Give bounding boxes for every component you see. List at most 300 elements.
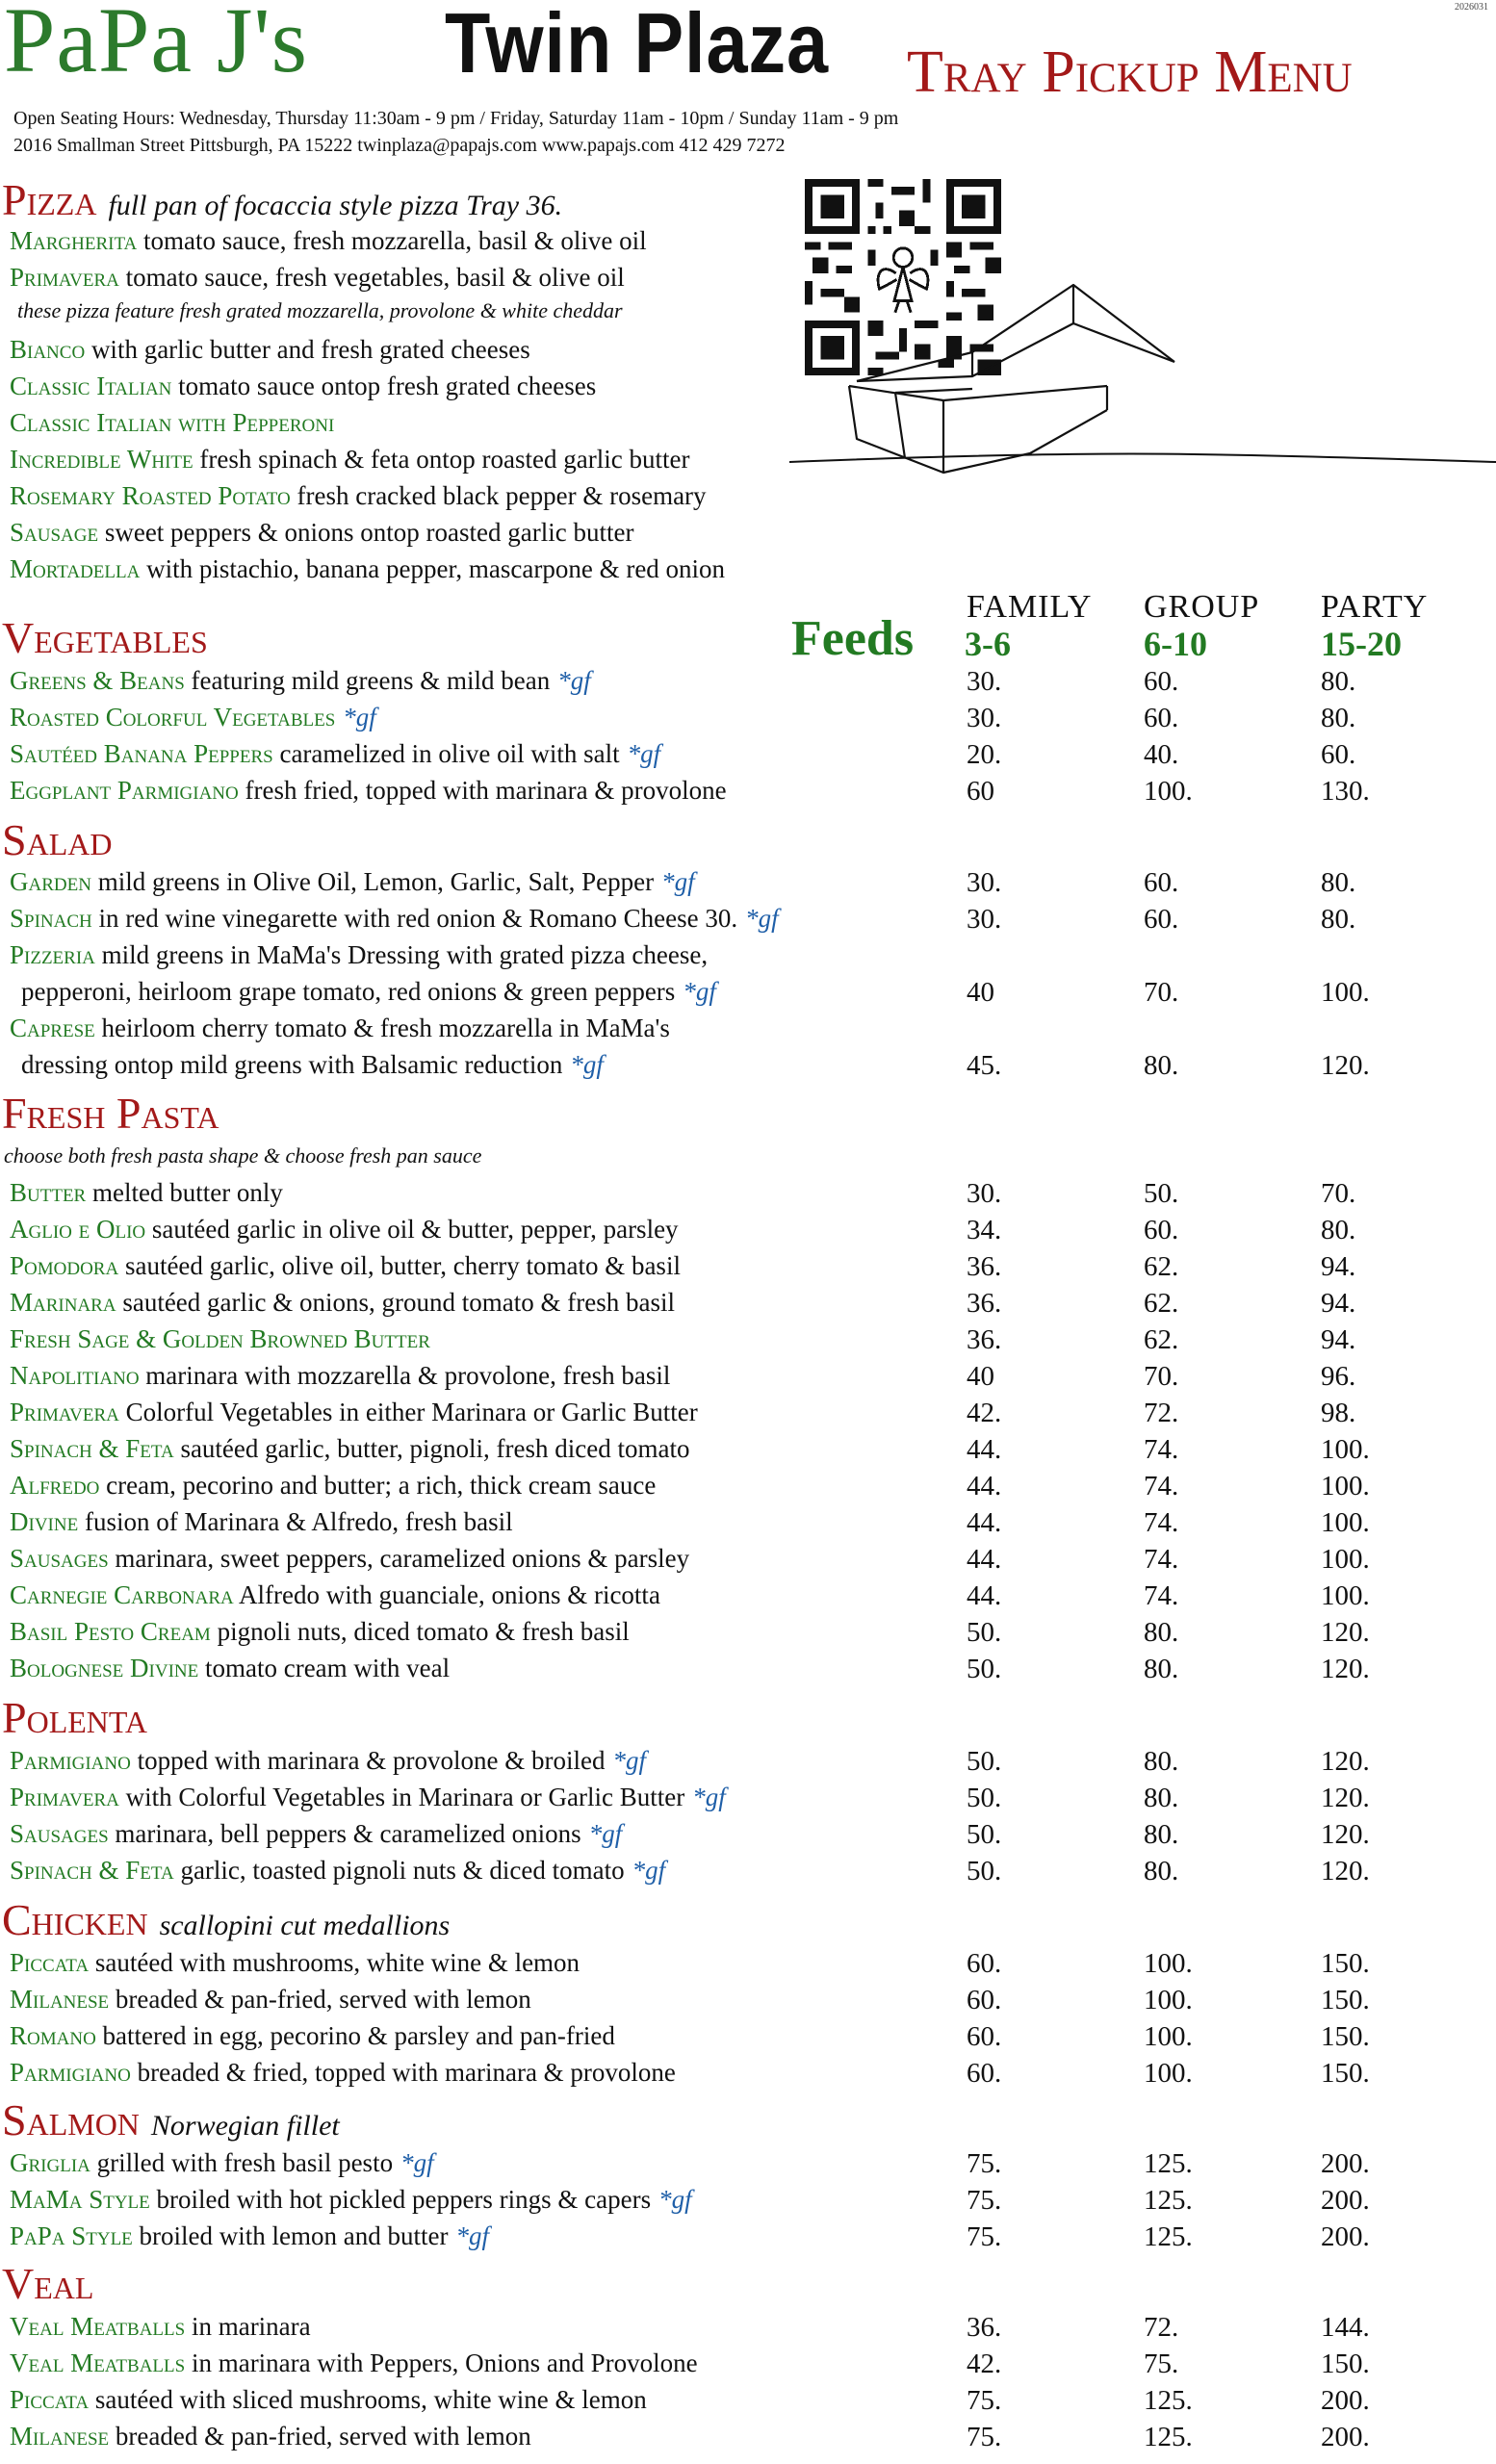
item-name: Spinach & Feta <box>10 1856 174 1885</box>
item-name: Rosemary Roasted Potato <box>10 481 291 510</box>
menu-item[interactable] <box>10 1582 660 1608</box>
brand-name: PaPa J's <box>4 0 309 91</box>
item-desc: tomato sauce, fresh vegetables, basil & olive oil <box>118 263 625 292</box>
tray-box-icon <box>789 218 1496 487</box>
item-desc: in red wine vinegarette with red onion & Romano Cheese 30. <box>91 904 738 933</box>
item-name: Piccata <box>10 2385 90 2414</box>
menu-item[interactable] <box>10 2424 531 2450</box>
item-name: Sausage <box>10 518 99 547</box>
price-party: 80. <box>1321 904 1356 935</box>
price-family: 60. <box>967 2021 1002 2052</box>
item-desc: sautéed with mushrooms, white wine & lemon <box>89 1948 580 1977</box>
menu-item[interactable] <box>10 520 633 546</box>
item-desc: breaded & fried, topped with marinara & provolone <box>130 2058 676 2087</box>
column-head-group: GROUP <box>1144 589 1260 625</box>
item-desc: broiled with hot pickled peppers rings & capers <box>149 2185 652 2214</box>
section-title-text: Pizza <box>2 175 97 224</box>
price-party: 120. <box>1321 1819 1370 1850</box>
gluten-free-marker: *gf <box>683 977 716 1006</box>
menu-item[interactable] <box>10 1821 622 1847</box>
gluten-free-marker: *gf <box>570 1050 604 1079</box>
column-head-party: PARTY <box>1321 589 1429 625</box>
price-group: 80. <box>1144 1819 1179 1850</box>
item-desc: in marinara <box>185 2312 311 2341</box>
price-group: 72. <box>1144 2312 1179 2343</box>
price-group: 80. <box>1144 1783 1179 1813</box>
price-party: 94. <box>1321 1251 1356 1282</box>
column-range-party: 15-20 <box>1321 625 1402 663</box>
item-desc: sweet peppers & onions ontop roasted garlic butter <box>98 518 634 547</box>
menu-item[interactable] <box>10 2223 489 2249</box>
item-desc: sautéed garlic in olive oil & butter, pepper, parsley <box>145 1215 679 1244</box>
item-desc: breaded & pan-fried, served with lemon <box>109 1985 531 2014</box>
item-desc: garlic, toasted pignoli nuts & diced tomato <box>173 1856 625 1885</box>
section-title-text: Fresh Pasta <box>2 1089 219 1138</box>
price-group: 74. <box>1144 1434 1179 1465</box>
menu-item[interactable] <box>10 942 708 968</box>
price-group: 50. <box>1144 1178 1179 1209</box>
price-party: 120. <box>1321 1746 1370 1777</box>
price-group: 40. <box>1144 739 1179 770</box>
column-range-family: 3-6 <box>965 625 1011 663</box>
item-desc: sautéed garlic, butter, pignoli, fresh diced tomato <box>173 1434 690 1463</box>
price-party: 100. <box>1321 1507 1370 1538</box>
menu-item[interactable] <box>10 1217 679 1243</box>
menu-item[interactable] <box>10 741 660 767</box>
menu-item[interactable] <box>10 447 689 473</box>
price-family: 44. <box>967 1434 1002 1465</box>
item-desc: Alfredo with guanciale, onions & ricotta <box>233 1580 660 1609</box>
price-group: 74. <box>1144 1507 1179 1538</box>
item-desc: breaded & pan-fried, served with lemon <box>109 2422 531 2451</box>
column-head-family: FAMILY <box>967 589 1093 625</box>
item-name: Greens & Beans <box>10 666 185 695</box>
menu-item[interactable] <box>10 2187 692 2213</box>
item-name: Spinach <box>10 904 92 933</box>
menu-item[interactable] <box>10 1015 670 1041</box>
column-range-group: 6-10 <box>1144 625 1207 663</box>
item-name: Mortadella <box>10 554 141 583</box>
menu-item[interactable] <box>10 228 647 254</box>
item-desc: Colorful Vegetables in either Marinara or Garlic Butter <box>118 1398 698 1426</box>
price-group: 80. <box>1144 1654 1179 1684</box>
price-party: 144. <box>1321 2312 1370 2343</box>
section-title-salad <box>2 815 113 864</box>
menu-item[interactable] <box>10 1290 675 1316</box>
menu-item-continued <box>21 979 716 1005</box>
price-party: 98. <box>1321 1398 1356 1428</box>
price-group: 62. <box>1144 1324 1179 1355</box>
item-name: Parmigiano <box>10 1746 131 1775</box>
price-party: 200. <box>1321 2148 1370 2179</box>
menu-item[interactable] <box>10 705 376 731</box>
item-name: Bolognese Divine <box>10 1654 199 1682</box>
menu-item[interactable] <box>10 265 625 291</box>
section-note: scallopini cut medallions <box>159 1910 451 1941</box>
price-group: 80. <box>1144 1617 1179 1648</box>
price-family: 40 <box>967 977 994 1008</box>
section-title-text: Polenta <box>2 1693 147 1742</box>
item-name: Fresh Sage & Golden Browned Butter <box>10 1324 430 1353</box>
menu-item[interactable] <box>10 869 695 895</box>
item-name: Carnegie Carbonara <box>10 1580 234 1609</box>
item-name: Griglia <box>10 2148 90 2177</box>
menu-item[interactable] <box>10 2150 434 2176</box>
item-desc: fresh cracked black pepper & rosemary <box>290 481 707 510</box>
price-party: 120. <box>1321 1050 1370 1081</box>
item-name: Divine <box>10 1507 79 1536</box>
item-desc: mild greens in MaMa's Dressing with grated pizza cheese, <box>94 940 709 969</box>
menu-item[interactable] <box>10 410 334 436</box>
item-name: Caprese <box>10 1014 95 1042</box>
gluten-free-marker: *gf <box>627 739 661 768</box>
location-name: Twin Plaza <box>445 0 829 90</box>
menu-item[interactable] <box>10 1180 283 1206</box>
price-group: 125. <box>1144 2422 1193 2452</box>
menu-item[interactable] <box>10 373 596 399</box>
menu-item[interactable] <box>10 1473 656 1499</box>
price-group: 80. <box>1144 1050 1179 1081</box>
feeds-label: Feeds <box>791 611 915 666</box>
price-party: 150. <box>1321 1948 1370 1979</box>
item-desc: in marinara with Peppers, Onions and Provolone <box>185 2348 698 2377</box>
item-desc: with pistachio, banana pepper, mascarpone & red onion <box>140 554 726 583</box>
price-party: 120. <box>1321 1856 1370 1886</box>
price-group: 125. <box>1144 2185 1193 2216</box>
price-group: 74. <box>1144 1471 1179 1502</box>
pizza-cheese-note <box>17 300 623 321</box>
menu-item[interactable] <box>10 337 530 363</box>
item-name: Sausages <box>10 1819 109 1848</box>
price-group: 100. <box>1144 1985 1193 2015</box>
item-desc: sautéed garlic, olive oil, butter, cherry tomato & basil <box>118 1251 681 1280</box>
menu-item[interactable] <box>10 1363 670 1389</box>
price-family: 36. <box>967 1251 1002 1282</box>
item-name: Veal Meatballs <box>10 2312 186 2341</box>
price-group: 100. <box>1144 2058 1193 2089</box>
item-name: Pizzeria <box>10 940 95 969</box>
price-family: 75. <box>967 2422 1002 2452</box>
item-desc: fresh spinach & feta ontop roasted garlic butter <box>193 445 690 474</box>
menu-item[interactable] <box>10 2060 676 2086</box>
item-name: Classic Italian <box>10 372 172 400</box>
gluten-free-marker: *gf <box>745 904 779 933</box>
menu-item[interactable] <box>10 668 591 694</box>
item-desc: mild greens in Olive Oil, Lemon, Garlic, Salt, Pepper <box>90 867 655 896</box>
item-name: Romano <box>10 2021 96 2050</box>
price-family: 44. <box>967 1471 1002 1502</box>
section-title-fresh-pasta <box>2 1091 219 1136</box>
gluten-free-marker: *gf <box>658 2185 692 2214</box>
item-desc: cream, pecorino and butter; a rich, thick cream sauce <box>99 1471 657 1500</box>
price-family: 50. <box>967 1819 1002 1850</box>
section-title-vegetables <box>2 613 208 662</box>
price-family: 50. <box>967 1617 1002 1648</box>
price-party: 150. <box>1321 1985 1370 2015</box>
menu-item[interactable] <box>10 1546 689 1572</box>
price-group: 80. <box>1144 1746 1179 1777</box>
price-group: 62. <box>1144 1251 1179 1282</box>
item-name: Incredible White <box>10 445 193 474</box>
hours-line: Open Seating Hours: Wednesday, Thursday 11:30am - 9 pm / Friday, Saturday 11am - 10pm / Sunday 11am - 9 pm <box>13 108 899 129</box>
item-desc: tomato sauce, fresh mozzarella, basil & olive oil <box>137 226 647 255</box>
price-family: 60. <box>967 2058 1002 2089</box>
price-group: 125. <box>1144 2221 1193 2252</box>
item-name: Aglio e Olio <box>10 1215 146 1244</box>
item-desc: dressing ontop mild greens with Balsamic reduction <box>21 1050 563 1079</box>
price-party: 100. <box>1321 1544 1370 1575</box>
price-family: 40 <box>967 1361 994 1392</box>
item-name: Milanese <box>10 1985 110 2014</box>
menu-item-continued <box>21 1052 604 1078</box>
item-name: MaMa Style <box>10 2185 150 2214</box>
price-party: 130. <box>1321 776 1370 807</box>
price-party: 200. <box>1321 2185 1370 2216</box>
price-family: 75. <box>967 2185 1002 2216</box>
item-desc: caramelized in olive oil with salt <box>272 739 620 768</box>
menu-item[interactable] <box>10 1399 698 1425</box>
menu-item[interactable] <box>10 1748 646 1774</box>
item-name: Milanese <box>10 2422 110 2451</box>
price-group: 72. <box>1144 1398 1179 1428</box>
price-group: 60. <box>1144 666 1179 697</box>
item-desc: tomato sauce ontop fresh grated cheeses <box>171 372 597 400</box>
price-group: 125. <box>1144 2385 1193 2416</box>
section-title-text: Salmon <box>2 2095 140 2144</box>
section-title-salmon <box>2 2095 340 2144</box>
price-group: 100. <box>1144 2021 1193 2052</box>
price-party: 150. <box>1321 2348 1370 2379</box>
gluten-free-marker: *gf <box>588 1819 623 1848</box>
price-group: 60. <box>1144 703 1179 733</box>
menu-item[interactable] <box>10 1987 531 2013</box>
item-name: Roasted Colorful Vegetables <box>10 703 336 732</box>
item-desc: fresh fried, topped with marinara & provolone <box>238 776 727 805</box>
price-group: 74. <box>1144 1544 1179 1575</box>
section-note: Norwegian fillet <box>150 2110 340 2142</box>
menu-item[interactable] <box>10 1436 689 1462</box>
price-group: 80. <box>1144 1856 1179 1886</box>
item-desc: with garlic butter and fresh grated cheeses <box>85 335 530 364</box>
item-desc: these pizza feature fresh grated mozzarella, provolone & white cheddar <box>17 298 623 322</box>
price-party: 200. <box>1321 2385 1370 2416</box>
price-party: 80. <box>1321 867 1356 898</box>
price-group: 62. <box>1144 1288 1179 1319</box>
price-family: 50. <box>967 1856 1002 1886</box>
price-party: 60. <box>1321 739 1356 770</box>
item-desc: sautéed garlic & onions, ground tomato & fresh basil <box>116 1288 675 1317</box>
item-desc: battered in egg, pecorino & parsley and pan-fried <box>95 2021 615 2050</box>
menu-item[interactable] <box>10 1858 665 1884</box>
item-desc: topped with marinara & provolone & broiled <box>130 1746 606 1775</box>
section-title-pizza <box>2 175 563 224</box>
price-party: 70. <box>1321 1178 1356 1209</box>
menu-item[interactable] <box>10 1253 681 1279</box>
price-family: 75. <box>967 2148 1002 2179</box>
item-name: Marinara <box>10 1288 116 1317</box>
section-title-text: Vegetables <box>2 613 208 662</box>
gluten-free-marker: *gf <box>692 1783 726 1811</box>
item-desc: sautéed with sliced mushrooms, white wine & lemon <box>89 2385 647 2414</box>
item-desc: marinara, bell peppers & caramelized onions <box>108 1819 581 1848</box>
price-family: 75. <box>967 2385 1002 2416</box>
item-desc: heirloom cherry tomato & fresh mozzarella in MaMa's <box>94 1014 670 1042</box>
price-family: 30. <box>967 666 1002 697</box>
item-name: Garden <box>10 867 91 896</box>
price-family: 42. <box>967 2348 1002 2379</box>
item-desc: marinara with mozzarella & provolone, fresh basil <box>139 1361 671 1390</box>
price-family: 50. <box>967 1746 1002 1777</box>
item-desc: fusion of Marinara & Alfredo, fresh basil <box>78 1507 513 1536</box>
menu-item[interactable] <box>10 1509 513 1535</box>
menu-item[interactable] <box>10 556 725 582</box>
price-family: 36. <box>967 1288 1002 1319</box>
item-desc: grilled with fresh basil pesto <box>90 2148 394 2177</box>
item-name: Parmigiano <box>10 2058 131 2087</box>
item-name: Classic Italian with Pepperoni <box>10 408 335 437</box>
item-desc: marinara, sweet peppers, caramelized onions & parsley <box>108 1544 690 1573</box>
price-party: 80. <box>1321 703 1356 733</box>
menu-item[interactable] <box>10 1656 450 1681</box>
price-family: 30. <box>967 867 1002 898</box>
price-party: 100. <box>1321 977 1370 1008</box>
section-title-text: Veal <box>2 2259 94 2308</box>
price-party: 150. <box>1321 2058 1370 2089</box>
item-name: Eggplant Parmigiano <box>10 776 239 805</box>
item-name: Sausages <box>10 1544 109 1573</box>
item-name: Pomodora <box>10 1251 119 1280</box>
menu-item[interactable] <box>10 1619 630 1645</box>
item-desc: with Colorful Vegetables in Marinara or Garlic Butter <box>118 1783 685 1811</box>
price-family: 50. <box>967 1654 1002 1684</box>
item-desc: melted butter only <box>86 1178 283 1207</box>
price-party: 150. <box>1321 2021 1370 2052</box>
price-party: 120. <box>1321 1783 1370 1813</box>
price-family: 36. <box>967 1324 1002 1355</box>
gluten-free-marker: *gf <box>632 1856 666 1885</box>
item-desc: pignoli nuts, diced tomato & fresh basil <box>210 1617 630 1646</box>
price-party: 96. <box>1321 1361 1356 1392</box>
section-title-text: Salad <box>2 815 113 864</box>
price-group: 74. <box>1144 1580 1179 1611</box>
gluten-free-marker: *gf <box>661 867 695 896</box>
price-family: 45. <box>967 1050 1002 1081</box>
price-party: 100. <box>1321 1434 1370 1465</box>
section-note: full pan of focaccia style pizza Tray 36. <box>108 190 563 221</box>
price-family: 42. <box>967 1398 1002 1428</box>
price-family: 20. <box>967 739 1002 770</box>
price-family: 44. <box>967 1580 1002 1611</box>
price-family: 60. <box>967 1985 1002 2015</box>
section-title-text: Chicken <box>2 1895 148 1944</box>
pasta-instruction-note: choose both fresh pasta shape & choose fresh pan sauce <box>4 1143 482 1168</box>
version-code: 2026031 <box>1455 2 1488 13</box>
gluten-free-marker: *gf <box>343 703 376 732</box>
price-group: 75. <box>1144 2348 1179 2379</box>
price-party: 120. <box>1321 1617 1370 1648</box>
price-family: 75. <box>967 2221 1002 2252</box>
menu-item[interactable] <box>10 1784 726 1810</box>
price-family: 60. <box>967 1948 1002 1979</box>
price-group: 100. <box>1144 1948 1193 1979</box>
menu-item[interactable] <box>10 778 727 804</box>
item-name: Alfredo <box>10 1471 100 1500</box>
gluten-free-marker: *gf <box>557 666 591 695</box>
price-family: 50. <box>967 1783 1002 1813</box>
price-family: 36. <box>967 2312 1002 2343</box>
item-name: Margherita <box>10 226 138 255</box>
section-title-polenta <box>2 1693 147 1742</box>
item-name: Primavera <box>10 263 119 292</box>
price-group: 125. <box>1144 2148 1193 2179</box>
item-name: Primavera <box>10 1398 119 1426</box>
item-name: Napolitiano <box>10 1361 140 1390</box>
item-name: PaPa Style <box>10 2221 133 2250</box>
price-family: 60 <box>967 776 994 807</box>
item-name: Spinach & Feta <box>10 1434 174 1463</box>
price-group: 70. <box>1144 1361 1179 1392</box>
menu-item[interactable] <box>10 1950 580 1976</box>
item-desc: pepperoni, heirloom grape tomato, red onions & green peppers <box>21 977 676 1006</box>
item-name: Bianco <box>10 335 86 364</box>
menu-item[interactable] <box>10 2314 311 2340</box>
item-desc: featuring mild greens & mild bean <box>184 666 551 695</box>
item-name: Veal Meatballs <box>10 2348 186 2377</box>
menu-item[interactable] <box>10 2350 698 2376</box>
gluten-free-marker: *gf <box>612 1746 646 1775</box>
price-group: 60. <box>1144 867 1179 898</box>
price-family: 30. <box>967 904 1002 935</box>
price-party: 94. <box>1321 1324 1356 1355</box>
price-party: 120. <box>1321 1654 1370 1684</box>
price-family: 44. <box>967 1507 1002 1538</box>
item-name: Sautéed Banana Peppers <box>10 739 273 768</box>
price-group: 60. <box>1144 1215 1179 1245</box>
price-party: 80. <box>1321 1215 1356 1245</box>
item-name: Basil Pesto Cream <box>10 1617 211 1646</box>
item-name: Piccata <box>10 1948 90 1977</box>
menu-item[interactable] <box>10 483 707 509</box>
menu-item[interactable] <box>10 2387 647 2413</box>
section-title-veal <box>2 2259 94 2308</box>
gluten-free-marker: *gf <box>400 2148 434 2177</box>
price-party: 100. <box>1321 1471 1370 1502</box>
price-family: 30. <box>967 703 1002 733</box>
item-desc: broiled with lemon and butter <box>132 2221 449 2250</box>
menu-item[interactable] <box>10 2023 615 2049</box>
item-name: Butter <box>10 1178 87 1207</box>
item-desc: tomato cream with veal <box>198 1654 451 1682</box>
section-title-chicken <box>2 1895 451 1944</box>
menu-item[interactable] <box>10 906 779 932</box>
price-party: 94. <box>1321 1288 1356 1319</box>
price-party: 80. <box>1321 666 1356 697</box>
price-family: 44. <box>967 1544 1002 1575</box>
address-line: 2016 Smallman Street Pittsburgh, PA 15222 twinplaza@papajs.com www.papajs.com 412 429 7272 <box>13 135 786 156</box>
price-group: 100. <box>1144 776 1193 807</box>
gluten-free-marker: *gf <box>455 2221 489 2250</box>
price-family: 34. <box>967 1215 1002 1245</box>
price-family: 30. <box>967 1178 1002 1209</box>
price-group: 70. <box>1144 977 1179 1008</box>
item-name: Primavera <box>10 1783 119 1811</box>
menu-item[interactable] <box>10 1326 430 1352</box>
price-party: 200. <box>1321 2221 1370 2252</box>
price-party: 200. <box>1321 2422 1370 2452</box>
price-group: 60. <box>1144 904 1179 935</box>
menu-title: Tray Pickup Menu <box>907 39 1353 105</box>
price-party: 100. <box>1321 1580 1370 1611</box>
